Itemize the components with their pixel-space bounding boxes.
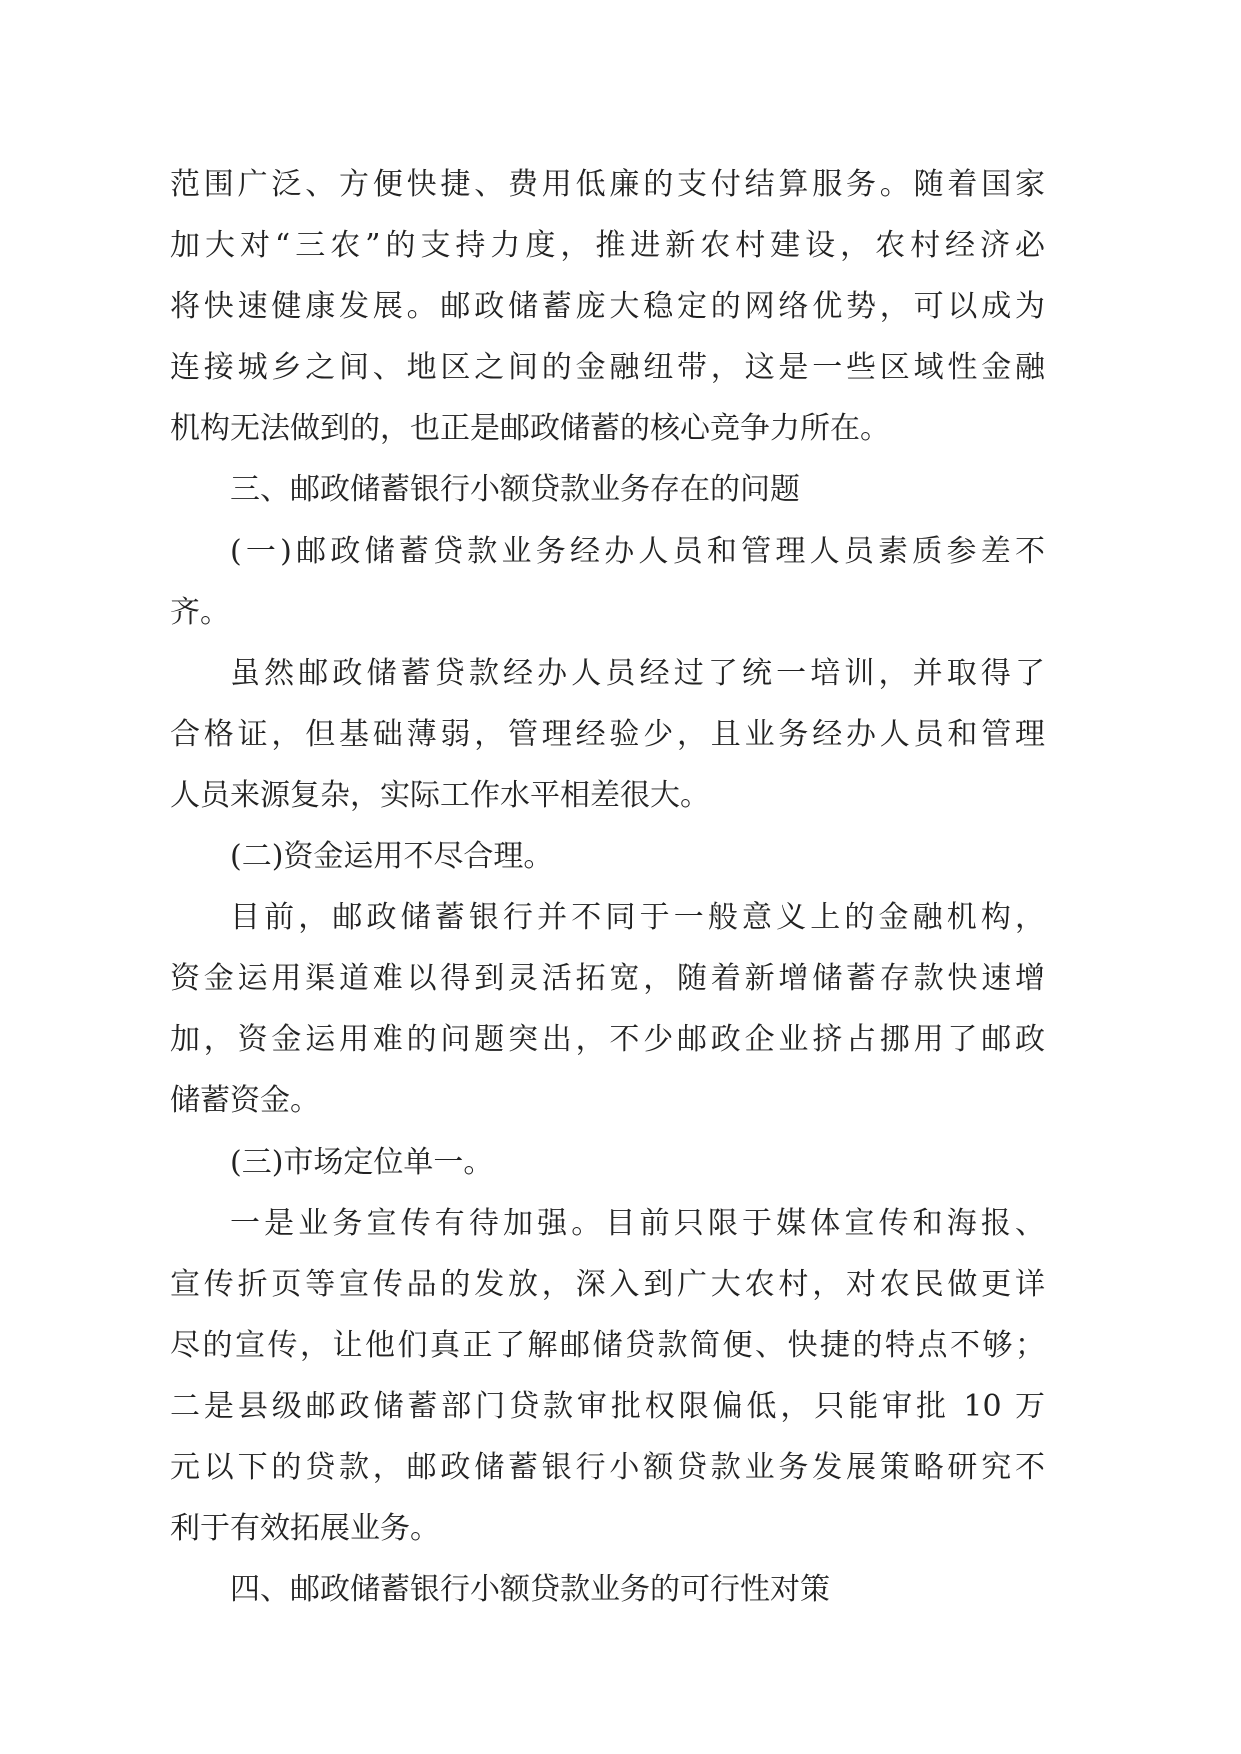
subsection-heading [170, 521, 1045, 643]
text-line: 合格证，但基础薄弱，管理经验少，且业务经办人员和管理 [170, 716, 1045, 752]
text-line: 尽的宣传，让他们真正了解邮储贷款简便、快捷的特点不够； [170, 1327, 1045, 1363]
section-heading [170, 1559, 1045, 1620]
subsection-heading-text: (二)资金运用不尽合理。 [230, 839, 554, 875]
subsection-heading-text: (三)市场定位单一。 [230, 1144, 494, 1180]
section-heading-text: 四、邮政储蓄银行小额贷款业务的可行性对策 [230, 1572, 830, 1608]
text-line: 储蓄资金。 [170, 1083, 320, 1119]
body-text [170, 154, 1045, 1620]
subsection-heading [170, 826, 1045, 887]
text-line: 资金运用渠道难以得到灵活拓宽，随着新增储蓄存款快速增 [170, 961, 1045, 997]
section-heading-text: 三、邮政储蓄银行小额贷款业务存在的问题 [230, 472, 800, 508]
text-line: 一是业务宣传有待加强。目前只限于媒体宣传和海报、 [230, 1205, 1045, 1241]
text-line: 将快速健康发展。邮政储蓄庞大稳定的网络优势，可以成为 [170, 289, 1045, 325]
paragraph [170, 1193, 1045, 1560]
text-line: 利于有效拓展业务。 [170, 1511, 440, 1547]
section-heading [170, 459, 1045, 520]
text-line: 人员来源复杂，实际工作水平相差很大。 [170, 777, 710, 813]
text-line: 加，资金运用难的问题突出，不少邮政企业挤占挪用了邮政 [170, 1022, 1045, 1058]
paragraph [170, 643, 1045, 826]
text-line: 二是县级邮政储蓄部门贷款审批权限偏低，只能审批 10 万 [170, 1388, 1045, 1424]
text-line: 机构无法做到的，也正是邮政储蓄的核心竞争力所在。 [170, 411, 890, 447]
paragraph [170, 154, 1045, 459]
text-line: 目前，邮政储蓄银行并不同于一般意义上的金融机构， [230, 900, 1045, 936]
text-line: 范围广泛、方便快捷、费用低廉的支付结算服务。随着国家 [170, 167, 1045, 202]
subsection-heading [170, 1132, 1045, 1193]
subsection-heading-text: 齐。 [170, 594, 230, 630]
text-line: 加大对“三农”的支持力度，推进新农村建设，农村经济必 [170, 228, 1045, 264]
subsection-heading-text: (一)邮政储蓄贷款业务经办人员和管理人员素质参差不 [230, 533, 1045, 569]
paragraph [170, 887, 1045, 1131]
text-line: 虽然邮政储蓄贷款经办人员经过了统一培训，并取得了 [230, 655, 1045, 691]
text-line: 元以下的贷款，邮政储蓄银行小额贷款业务发展策略研究不 [170, 1449, 1045, 1485]
text-line: 连接城乡之间、地区之间的金融纽带，这是一些区域性金融 [170, 350, 1045, 386]
text-line: 宣传折页等宣传品的发放，深入到广大农村，对农民做更详 [170, 1266, 1045, 1302]
